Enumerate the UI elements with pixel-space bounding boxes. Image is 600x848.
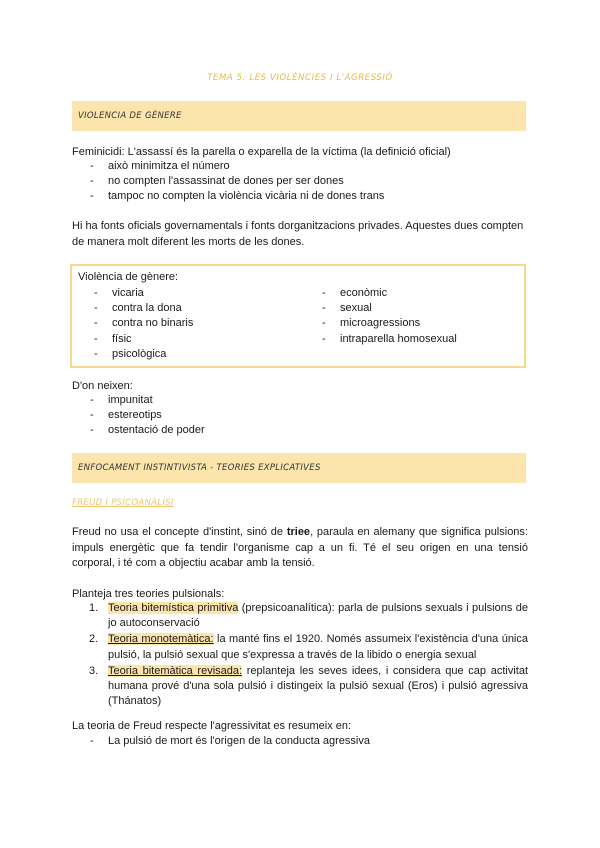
section-heading-instintivista: ENFOCAMENT INSTINTIVISTA - TEORIES EXPLICATIVES <box>72 453 526 483</box>
list-item: - econòmic <box>304 286 457 301</box>
box-list-right <box>304 286 457 347</box>
list-item: - físic <box>76 332 193 347</box>
teories-intro: Planteja tres teories pulsionals: <box>72 588 225 600</box>
teoria-name: Teoria monotemàtica: <box>108 633 214 646</box>
list-item: - contra no binaris <box>76 316 193 331</box>
list-item: - estereotips <box>72 408 205 423</box>
list-item: - La pulsió de mort és l'origen de la conducta agressiva <box>72 734 370 749</box>
subheading-freud: FREUD I PSICOANÀLISI <box>72 498 174 508</box>
section-heading-violencia: VIOLENCIA DE GÈNERE <box>72 101 526 131</box>
resum-intro: La teoria de Freud respecte l'agressivitat es resumeix en: <box>72 720 352 732</box>
origin-list <box>72 393 205 439</box>
teoria-number: 3. <box>89 664 99 677</box>
feminicidi-list <box>72 159 384 205</box>
list-item: - ostentació de poder <box>72 423 205 438</box>
document-title: TEMA 5: LES VIOLÈNCIES I L'AGRESSIÓ <box>207 73 393 83</box>
teoria-item <box>72 664 528 710</box>
list-item: - vicaria <box>76 286 193 301</box>
violencia-genere-box <box>70 264 526 368</box>
list-item: - impunitat <box>72 393 205 408</box>
list-item: - sexual <box>304 301 457 316</box>
teoria-item <box>72 632 528 662</box>
feminicidi-definition: Feminicidi: L'assassí és la parella o exparella de la víctima (la definició oficial) <box>72 146 451 158</box>
list-item: - això minimitza el número <box>72 159 384 174</box>
list-item: - psicològica <box>76 347 193 362</box>
fonts-paragraph: Hi ha fonts oficials governamentals i fonts dorganitzacions privades. Aquestes dues compten de manera molt diferent les morts de les dones. <box>72 220 524 248</box>
teoria-number: 1. <box>89 602 99 614</box>
teoria-desc: replanteja les seves idees, i considera que cap activitat humana prové d'una sola pulsió i distingeix la pulsió sexual (Eros) i pulsió agressiva (Thánatos) <box>108 664 528 708</box>
box-label: Violència de gènere: <box>78 271 179 283</box>
freud-term: triee <box>286 526 311 538</box>
teoria-item <box>72 601 528 631</box>
list-item: - tampoc no compten la violència vicària ni de dones trans <box>72 189 384 204</box>
origin-intro: D'on neixen: <box>72 380 133 392</box>
teories-list <box>72 601 528 710</box>
resum-list <box>72 734 370 749</box>
freud-paragraph <box>72 525 528 572</box>
teoria-desc: la manté fins el 1920. Només assumeix l'existència d'una única pulsió, la pulsió sexual que s'expressa a través de la libido o energia sexual <box>108 633 528 661</box>
teoria-name: Teoria bitemàtica revisada: <box>108 664 243 677</box>
list-item: - contra la dona <box>76 301 193 316</box>
list-item: - no compten l'assassinat de dones per ser dones <box>72 174 384 189</box>
list-item: - intraparella homosexual <box>304 332 457 347</box>
teoria-desc: (prepsicoanalítica): parla de pulsions sexuals i pulsions de jo autoconservació <box>108 602 528 630</box>
freud-text-b: , paraula en alemany que significa pulsions: impuls energètic que fa tendir l'organisme cap a un fi. Té el seu origen en una tensió corporal, i té com a objectiu acabar amb la tensió. <box>72 526 528 569</box>
teoria-name: Teoria bitemística primitiva <box>108 602 239 614</box>
list-item: - microagressions <box>304 316 457 331</box>
teoria-number: 2. <box>89 633 99 646</box>
freud-text-a: Freud no usa el concepte d'instint, sinó de <box>72 526 287 538</box>
box-list-left <box>76 286 193 362</box>
